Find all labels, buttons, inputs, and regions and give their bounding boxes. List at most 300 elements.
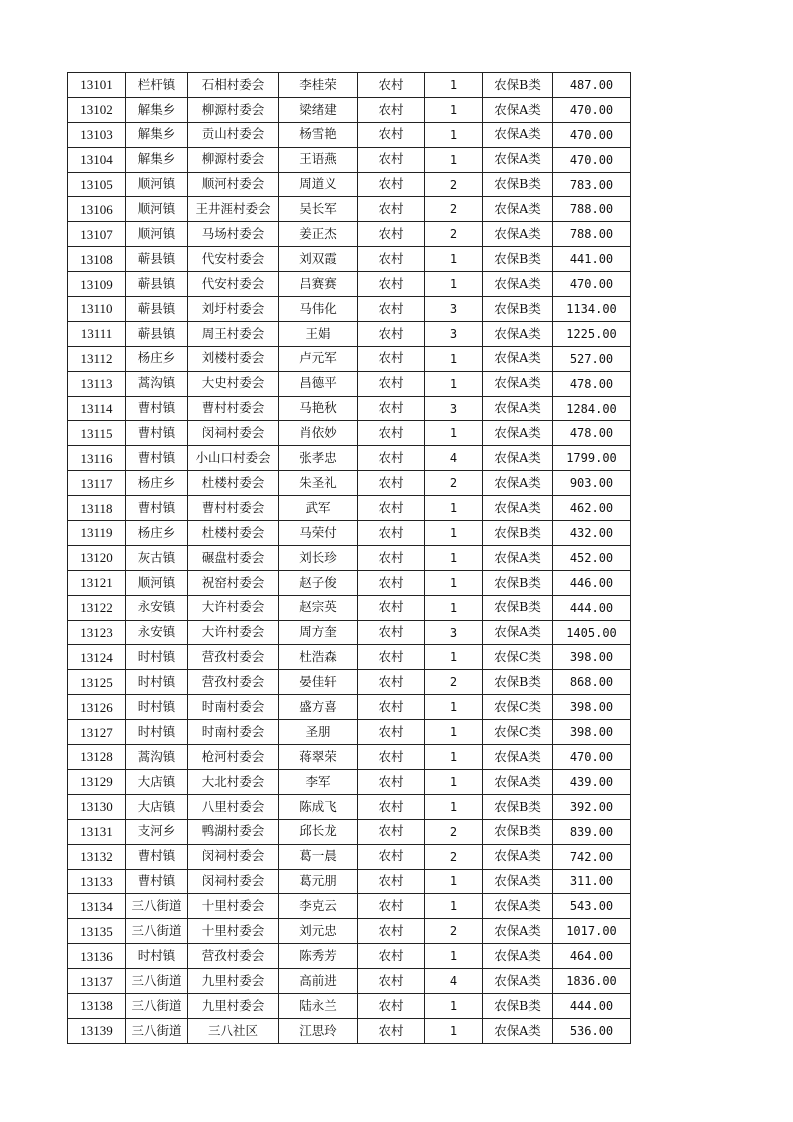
cell-count: 2 xyxy=(425,197,483,222)
cell-name: 周道义 xyxy=(279,172,358,197)
cell-amount: 470.00 xyxy=(553,272,631,297)
cell-town: 顺河镇 xyxy=(126,570,188,595)
cell-name: 朱圣礼 xyxy=(279,471,358,496)
cell-category: 农保B类 xyxy=(483,570,553,595)
cell-name: 周方奎 xyxy=(279,620,358,645)
table-body xyxy=(68,73,631,1044)
cell-id: 13115 xyxy=(68,421,126,446)
cell-category: 农保A类 xyxy=(483,97,553,122)
cell-town: 蒿沟镇 xyxy=(126,745,188,770)
cell-amount: 1284.00 xyxy=(553,396,631,421)
table-row xyxy=(68,570,631,595)
cell-type: 农村 xyxy=(358,769,425,794)
cell-name: 马艳秋 xyxy=(279,396,358,421)
cell-name: 马荣付 xyxy=(279,521,358,546)
cell-name: 江思玲 xyxy=(279,1018,358,1043)
cell-amount: 487.00 xyxy=(553,73,631,98)
cell-town: 永安镇 xyxy=(126,595,188,620)
cell-id: 13131 xyxy=(68,819,126,844)
cell-village: 小山口村委会 xyxy=(188,446,279,471)
cell-type: 农村 xyxy=(358,869,425,894)
cell-name: 武军 xyxy=(279,496,358,521)
cell-village: 刘圩村委会 xyxy=(188,297,279,322)
cell-type: 农村 xyxy=(358,620,425,645)
cell-town: 杨庄乡 xyxy=(126,521,188,546)
cell-name: 邱长龙 xyxy=(279,819,358,844)
cell-id: 13105 xyxy=(68,172,126,197)
cell-count: 2 xyxy=(425,172,483,197)
table-row xyxy=(68,446,631,471)
cell-id: 13111 xyxy=(68,321,126,346)
table-row xyxy=(68,969,631,994)
cell-amount: 446.00 xyxy=(553,570,631,595)
cell-id: 13126 xyxy=(68,695,126,720)
cell-amount: 903.00 xyxy=(553,471,631,496)
cell-village: 营孜村委会 xyxy=(188,645,279,670)
cell-town: 曹村镇 xyxy=(126,396,188,421)
cell-village: 闵祠村委会 xyxy=(188,844,279,869)
table-row xyxy=(68,545,631,570)
cell-town: 顺河镇 xyxy=(126,172,188,197)
cell-count: 1 xyxy=(425,595,483,620)
cell-amount: 1017.00 xyxy=(553,919,631,944)
cell-category: 农保A类 xyxy=(483,894,553,919)
cell-category: 农保B类 xyxy=(483,73,553,98)
cell-town: 时村镇 xyxy=(126,645,188,670)
cell-category: 农保A类 xyxy=(483,1018,553,1043)
cell-village: 顺河村委会 xyxy=(188,172,279,197)
cell-type: 农村 xyxy=(358,396,425,421)
cell-amount: 311.00 xyxy=(553,869,631,894)
cell-town: 顺河镇 xyxy=(126,197,188,222)
table-row xyxy=(68,172,631,197)
cell-amount: 536.00 xyxy=(553,1018,631,1043)
cell-name: 葛一晨 xyxy=(279,844,358,869)
cell-amount: 839.00 xyxy=(553,819,631,844)
cell-type: 农村 xyxy=(358,993,425,1018)
cell-town: 顺河镇 xyxy=(126,222,188,247)
cell-village: 曹村村委会 xyxy=(188,396,279,421)
cell-count: 1 xyxy=(425,97,483,122)
cell-category: 农保A类 xyxy=(483,272,553,297)
cell-amount: 527.00 xyxy=(553,346,631,371)
cell-type: 农村 xyxy=(358,545,425,570)
cell-id: 13132 xyxy=(68,844,126,869)
cell-id: 13119 xyxy=(68,521,126,546)
cell-town: 三八街道 xyxy=(126,919,188,944)
cell-category: 农保B类 xyxy=(483,595,553,620)
cell-id: 13107 xyxy=(68,222,126,247)
cell-type: 农村 xyxy=(358,421,425,446)
cell-amount: 1799.00 xyxy=(553,446,631,471)
cell-type: 农村 xyxy=(358,321,425,346)
cell-category: 农保A类 xyxy=(483,919,553,944)
cell-id: 13137 xyxy=(68,969,126,994)
cell-count: 1 xyxy=(425,993,483,1018)
cell-amount: 439.00 xyxy=(553,769,631,794)
cell-town: 时村镇 xyxy=(126,670,188,695)
cell-type: 农村 xyxy=(358,645,425,670)
table-row xyxy=(68,421,631,446)
cell-village: 刘楼村委会 xyxy=(188,346,279,371)
cell-type: 农村 xyxy=(358,222,425,247)
cell-town: 三八街道 xyxy=(126,993,188,1018)
cell-category: 农保A类 xyxy=(483,371,553,396)
cell-town: 栏杆镇 xyxy=(126,73,188,98)
cell-village: 大许村委会 xyxy=(188,595,279,620)
cell-amount: 464.00 xyxy=(553,944,631,969)
cell-type: 农村 xyxy=(358,247,425,272)
cell-amount: 478.00 xyxy=(553,421,631,446)
cell-category: 农保B类 xyxy=(483,247,553,272)
cell-amount: 444.00 xyxy=(553,993,631,1018)
cell-count: 1 xyxy=(425,769,483,794)
cell-type: 农村 xyxy=(358,745,425,770)
cell-village: 闵祠村委会 xyxy=(188,869,279,894)
cell-village: 时南村委会 xyxy=(188,720,279,745)
cell-town: 灰古镇 xyxy=(126,545,188,570)
cell-name: 陆永兰 xyxy=(279,993,358,1018)
records-table xyxy=(67,72,631,1044)
cell-id: 13104 xyxy=(68,147,126,172)
cell-name: 晏佳轩 xyxy=(279,670,358,695)
cell-type: 农村 xyxy=(358,272,425,297)
cell-village: 三八社区 xyxy=(188,1018,279,1043)
cell-amount: 1405.00 xyxy=(553,620,631,645)
table-row xyxy=(68,247,631,272)
cell-name: 李军 xyxy=(279,769,358,794)
table-row xyxy=(68,620,631,645)
cell-village: 王井涯村委会 xyxy=(188,197,279,222)
table-row xyxy=(68,496,631,521)
cell-name: 赵子俊 xyxy=(279,570,358,595)
cell-count: 2 xyxy=(425,919,483,944)
cell-category: 农保A类 xyxy=(483,545,553,570)
cell-name: 蒋翠荣 xyxy=(279,745,358,770)
table-row xyxy=(68,794,631,819)
cell-id: 13120 xyxy=(68,545,126,570)
cell-count: 1 xyxy=(425,545,483,570)
cell-category: 农保A类 xyxy=(483,321,553,346)
cell-name: 梁绪建 xyxy=(279,97,358,122)
table-row xyxy=(68,297,631,322)
cell-amount: 470.00 xyxy=(553,97,631,122)
cell-count: 3 xyxy=(425,321,483,346)
cell-count: 1 xyxy=(425,247,483,272)
cell-name: 盛方喜 xyxy=(279,695,358,720)
cell-amount: 470.00 xyxy=(553,147,631,172)
cell-type: 农村 xyxy=(358,695,425,720)
cell-name: 肖依妙 xyxy=(279,421,358,446)
cell-name: 李克云 xyxy=(279,894,358,919)
cell-id: 13136 xyxy=(68,944,126,969)
cell-amount: 432.00 xyxy=(553,521,631,546)
table-row xyxy=(68,346,631,371)
cell-count: 2 xyxy=(425,844,483,869)
cell-count: 2 xyxy=(425,222,483,247)
cell-type: 农村 xyxy=(358,446,425,471)
cell-category: 农保B类 xyxy=(483,819,553,844)
cell-type: 农村 xyxy=(358,97,425,122)
cell-count: 1 xyxy=(425,894,483,919)
cell-name: 陈秀芳 xyxy=(279,944,358,969)
cell-village: 周王村委会 xyxy=(188,321,279,346)
cell-amount: 462.00 xyxy=(553,496,631,521)
table-row xyxy=(68,645,631,670)
cell-town: 解集乡 xyxy=(126,122,188,147)
cell-category: 农保A类 xyxy=(483,222,553,247)
cell-category: 农保B类 xyxy=(483,297,553,322)
cell-amount: 1134.00 xyxy=(553,297,631,322)
cell-type: 农村 xyxy=(358,471,425,496)
cell-id: 13127 xyxy=(68,720,126,745)
cell-id: 13134 xyxy=(68,894,126,919)
cell-type: 农村 xyxy=(358,496,425,521)
cell-type: 农村 xyxy=(358,122,425,147)
cell-category: 农保B类 xyxy=(483,521,553,546)
cell-category: 农保A类 xyxy=(483,197,553,222)
cell-village: 杜楼村委会 xyxy=(188,521,279,546)
cell-name: 陈成飞 xyxy=(279,794,358,819)
cell-name: 张孝忠 xyxy=(279,446,358,471)
table-row xyxy=(68,272,631,297)
cell-amount: 441.00 xyxy=(553,247,631,272)
cell-amount: 452.00 xyxy=(553,545,631,570)
cell-category: 农保A类 xyxy=(483,620,553,645)
cell-count: 1 xyxy=(425,371,483,396)
cell-village: 营孜村委会 xyxy=(188,670,279,695)
cell-village: 柳源村委会 xyxy=(188,147,279,172)
cell-category: 农保A类 xyxy=(483,769,553,794)
cell-amount: 788.00 xyxy=(553,197,631,222)
cell-id: 13123 xyxy=(68,620,126,645)
cell-village: 枪河村委会 xyxy=(188,745,279,770)
table-row xyxy=(68,720,631,745)
cell-id: 13103 xyxy=(68,122,126,147)
cell-village: 十里村委会 xyxy=(188,894,279,919)
cell-town: 蕲县镇 xyxy=(126,247,188,272)
cell-count: 1 xyxy=(425,794,483,819)
cell-name: 吕赛赛 xyxy=(279,272,358,297)
cell-count: 3 xyxy=(425,396,483,421)
cell-town: 曹村镇 xyxy=(126,869,188,894)
cell-village: 营孜村委会 xyxy=(188,944,279,969)
table-row xyxy=(68,371,631,396)
cell-town: 永安镇 xyxy=(126,620,188,645)
table-row xyxy=(68,695,631,720)
cell-count: 1 xyxy=(425,73,483,98)
cell-town: 三八街道 xyxy=(126,894,188,919)
table-row xyxy=(68,396,631,421)
cell-category: 农保A类 xyxy=(483,421,553,446)
cell-town: 杨庄乡 xyxy=(126,346,188,371)
cell-id: 13114 xyxy=(68,396,126,421)
cell-amount: 788.00 xyxy=(553,222,631,247)
table-row xyxy=(68,321,631,346)
cell-village: 代安村委会 xyxy=(188,272,279,297)
table-row xyxy=(68,595,631,620)
cell-count: 1 xyxy=(425,645,483,670)
cell-name: 赵宗英 xyxy=(279,595,358,620)
cell-town: 杨庄乡 xyxy=(126,471,188,496)
cell-village: 大北村委会 xyxy=(188,769,279,794)
cell-village: 石相村委会 xyxy=(188,73,279,98)
cell-village: 贡山村委会 xyxy=(188,122,279,147)
cell-amount: 398.00 xyxy=(553,695,631,720)
cell-village: 时南村委会 xyxy=(188,695,279,720)
cell-id: 13139 xyxy=(68,1018,126,1043)
cell-type: 农村 xyxy=(358,346,425,371)
cell-type: 农村 xyxy=(358,73,425,98)
cell-category: 农保A类 xyxy=(483,147,553,172)
cell-count: 1 xyxy=(425,147,483,172)
cell-name: 刘长珍 xyxy=(279,545,358,570)
cell-town: 蕲县镇 xyxy=(126,297,188,322)
cell-name: 葛元朋 xyxy=(279,869,358,894)
cell-town: 时村镇 xyxy=(126,944,188,969)
table-row xyxy=(68,819,631,844)
cell-amount: 1836.00 xyxy=(553,969,631,994)
table-row xyxy=(68,122,631,147)
cell-count: 1 xyxy=(425,1018,483,1043)
cell-count: 1 xyxy=(425,272,483,297)
table-row xyxy=(68,869,631,894)
cell-id: 13121 xyxy=(68,570,126,595)
table-row xyxy=(68,993,631,1018)
cell-town: 曹村镇 xyxy=(126,844,188,869)
cell-type: 农村 xyxy=(358,521,425,546)
cell-amount: 478.00 xyxy=(553,371,631,396)
cell-village: 曹村村委会 xyxy=(188,496,279,521)
cell-count: 1 xyxy=(425,421,483,446)
cell-town: 三八街道 xyxy=(126,1018,188,1043)
cell-town: 时村镇 xyxy=(126,695,188,720)
cell-name: 王语燕 xyxy=(279,147,358,172)
cell-category: 农保C类 xyxy=(483,695,553,720)
cell-id: 13133 xyxy=(68,869,126,894)
cell-id: 13102 xyxy=(68,97,126,122)
cell-name: 吴长军 xyxy=(279,197,358,222)
cell-category: 农保B类 xyxy=(483,993,553,1018)
cell-type: 农村 xyxy=(358,944,425,969)
cell-count: 4 xyxy=(425,446,483,471)
cell-type: 农村 xyxy=(358,1018,425,1043)
cell-village: 碾盘村委会 xyxy=(188,545,279,570)
cell-category: 农保A类 xyxy=(483,745,553,770)
cell-name: 姜正杰 xyxy=(279,222,358,247)
cell-category: 农保B类 xyxy=(483,172,553,197)
cell-amount: 868.00 xyxy=(553,670,631,695)
cell-name: 刘双霞 xyxy=(279,247,358,272)
cell-count: 1 xyxy=(425,521,483,546)
cell-id: 13117 xyxy=(68,471,126,496)
cell-count: 2 xyxy=(425,471,483,496)
cell-count: 1 xyxy=(425,570,483,595)
cell-village: 八里村委会 xyxy=(188,794,279,819)
cell-name: 杜浩森 xyxy=(279,645,358,670)
cell-town: 曹村镇 xyxy=(126,421,188,446)
cell-village: 九里村委会 xyxy=(188,969,279,994)
cell-count: 1 xyxy=(425,122,483,147)
cell-category: 农保A类 xyxy=(483,446,553,471)
cell-id: 13110 xyxy=(68,297,126,322)
cell-village: 九里村委会 xyxy=(188,993,279,1018)
cell-town: 三八街道 xyxy=(126,969,188,994)
cell-id: 13116 xyxy=(68,446,126,471)
cell-count: 2 xyxy=(425,819,483,844)
cell-id: 13122 xyxy=(68,595,126,620)
cell-type: 农村 xyxy=(358,197,425,222)
cell-village: 祝窑村委会 xyxy=(188,570,279,595)
table-row xyxy=(68,745,631,770)
cell-name: 李桂荣 xyxy=(279,73,358,98)
cell-type: 农村 xyxy=(358,969,425,994)
cell-count: 1 xyxy=(425,496,483,521)
cell-category: 农保A类 xyxy=(483,396,553,421)
cell-count: 1 xyxy=(425,944,483,969)
cell-category: 农保B类 xyxy=(483,670,553,695)
cell-id: 13130 xyxy=(68,794,126,819)
cell-name: 卢元军 xyxy=(279,346,358,371)
cell-count: 1 xyxy=(425,869,483,894)
cell-type: 农村 xyxy=(358,670,425,695)
cell-town: 曹村镇 xyxy=(126,496,188,521)
cell-count: 3 xyxy=(425,297,483,322)
cell-village: 大许村委会 xyxy=(188,620,279,645)
cell-type: 农村 xyxy=(358,297,425,322)
cell-category: 农保A类 xyxy=(483,471,553,496)
cell-village: 柳源村委会 xyxy=(188,97,279,122)
table-row xyxy=(68,1018,631,1043)
cell-id: 13113 xyxy=(68,371,126,396)
cell-id: 13124 xyxy=(68,645,126,670)
cell-amount: 783.00 xyxy=(553,172,631,197)
cell-town: 大店镇 xyxy=(126,769,188,794)
cell-category: 农保A类 xyxy=(483,346,553,371)
cell-town: 支河乡 xyxy=(126,819,188,844)
table-row xyxy=(68,147,631,172)
cell-category: 农保A类 xyxy=(483,496,553,521)
cell-village: 马场村委会 xyxy=(188,222,279,247)
cell-name: 马伟化 xyxy=(279,297,358,322)
cell-id: 13128 xyxy=(68,745,126,770)
cell-category: 农保C类 xyxy=(483,720,553,745)
table-row xyxy=(68,73,631,98)
cell-amount: 742.00 xyxy=(553,844,631,869)
cell-amount: 398.00 xyxy=(553,720,631,745)
cell-name: 昌德平 xyxy=(279,371,358,396)
cell-category: 农保A类 xyxy=(483,969,553,994)
cell-type: 农村 xyxy=(358,595,425,620)
cell-id: 13125 xyxy=(68,670,126,695)
cell-name: 杨雪艳 xyxy=(279,122,358,147)
cell-id: 13118 xyxy=(68,496,126,521)
cell-town: 蒿沟镇 xyxy=(126,371,188,396)
cell-amount: 1225.00 xyxy=(553,321,631,346)
cell-type: 农村 xyxy=(358,720,425,745)
cell-id: 13129 xyxy=(68,769,126,794)
table-row xyxy=(68,222,631,247)
table-row xyxy=(68,944,631,969)
cell-category: 农保A类 xyxy=(483,122,553,147)
cell-type: 农村 xyxy=(358,794,425,819)
cell-amount: 392.00 xyxy=(553,794,631,819)
cell-amount: 543.00 xyxy=(553,894,631,919)
cell-type: 农村 xyxy=(358,371,425,396)
cell-id: 13112 xyxy=(68,346,126,371)
cell-name: 高前进 xyxy=(279,969,358,994)
cell-type: 农村 xyxy=(358,844,425,869)
